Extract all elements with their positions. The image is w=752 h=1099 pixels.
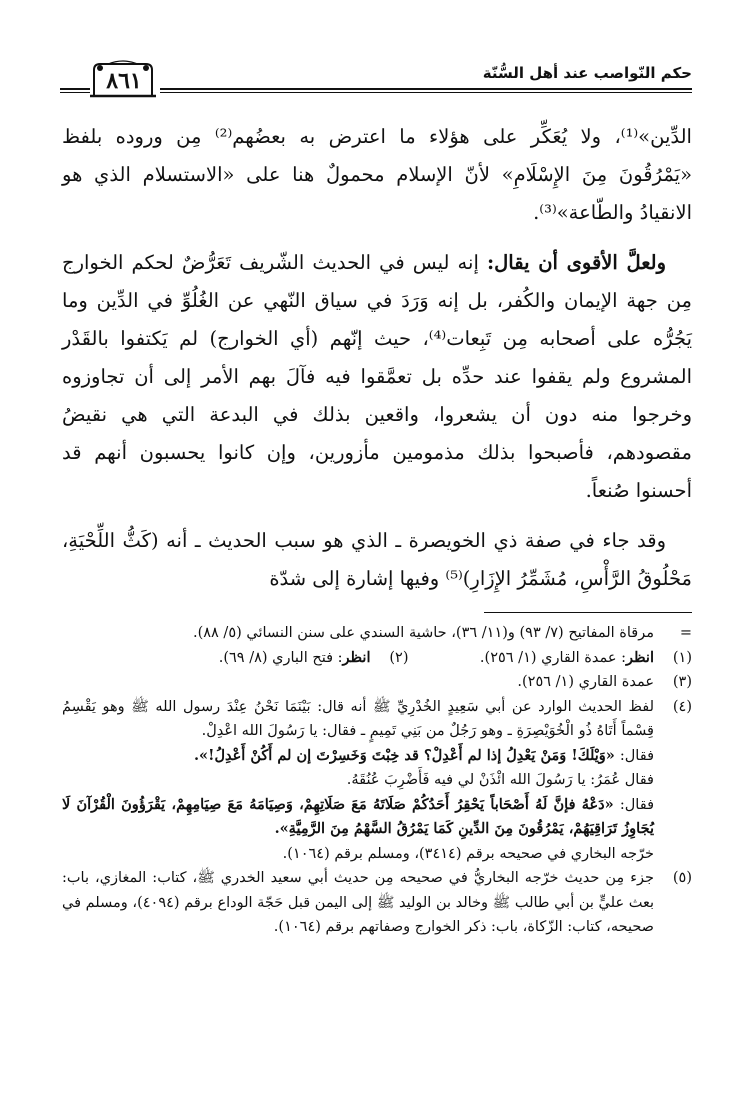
footnote-5 xyxy=(62,866,692,940)
footnote-4-part-b xyxy=(62,744,654,769)
paragraph-2-lead: ولعلَّ الأقوى أن يقال: xyxy=(486,251,667,274)
footnote-1-text: : عمدة القاري (١/ ٢٥٦). xyxy=(479,649,627,666)
footnote-2 xyxy=(125,646,409,671)
footnote-2-text: : فتح الباري (٨/ ٦٩). xyxy=(218,649,343,666)
footnote-4 xyxy=(62,695,692,867)
footnotes xyxy=(62,612,692,940)
footnote-4-part-c: فقال عُمَرُ: يا رَسُولَ الله ائْذَنْ لي فيه فَأَضْرِبَ عُنُقَهُ. xyxy=(346,772,654,788)
page-header xyxy=(60,58,692,108)
paragraph-2 xyxy=(62,244,692,510)
footnote-5-text: جزء مِن حديث خرّجه البخاريُّ في صحيحه مِن حديث أبي سعيد الخدري ﷺ، كتاب: المغازي، باب: بعث عليٍّ بن أبي طالب ﷺ وخالد بن الوليد ﷺ إلى اليمن قبل حَجّة الوداع برقم (٤٠٩٤)، ومسلم في صحيحه، كتاب: الزّكاة، باب: ذكر الخوارج وصفاتهم برقم (١٠٦٤). xyxy=(62,870,654,935)
paragraph-3: وقد جاء في صفة ذي الخويصرة ـ الذي هو سبب الحديث ـ أنه (كَثُّ اللِّحْيَةِ، مَحْلُوقُ الرَّأْسِ، مُشَمِّرُ الإِزَارِ)⁽⁵⁾ وفيها إشارة إلى شدّة xyxy=(62,529,692,590)
footnote-4-part-b-lead: فقال: xyxy=(619,747,654,764)
footnote-1 xyxy=(409,646,693,671)
footnote-3-text: عمدة القاري (١/ ٢٥٦). xyxy=(517,674,654,690)
footnote-4-part-b-quote: «وَيْلَكَ! وَمَنْ يَعْدِلُ إذا لم أَعْدِلْ؟ قد خِبْتَ وَخَسِرْتَ إن لم أَكُنْ أَعْدِلُ!». xyxy=(194,746,620,764)
footnote-4-part-e: خرّجه البخاري في صحيحه برقم (٣٤١٤)، ومسلم برقم (١٠٦٤). xyxy=(282,845,654,862)
footnote-separator xyxy=(484,612,692,613)
paragraph-1: الدِّين»⁽¹⁾، ولا يُعَكِّر على هؤلاء ما اعترض به بعضُهم⁽²⁾ مِن وروده بلفظ «يَمْرُقُونَ مِنَ الإِسْلَامِ» لأنّ الإسلام محمولٌ هنا على «الاستسلام الذي هو الانقيادُ والطّاعة»⁽³⁾. xyxy=(62,125,692,224)
footnote-5-number: (٥) xyxy=(672,870,692,886)
footnote-continuation-marker: = xyxy=(679,625,692,641)
footnote-4-part-d xyxy=(62,793,654,842)
footnote-continuation xyxy=(62,621,692,646)
footnote-continuation-text: مرقاة المفاتيح (٧/ ٩٣) و(١١/ ٣٦)، حاشية السندي على سنن النسائي (٥/ ٨٨). xyxy=(192,625,654,641)
footnote-4-part-d-quote: «دَعْهُ فإنَّ لَهُ أَصْحَاباً يَحْقِرُ أَحَدُكُمْ صَلَاتَهُ مَعَ صَلَاتِهِمْ، وَصِيَامَهُ مَعَ صِيَامِهِمْ، يَقْرَؤُونَ الْقُرْآنَ لَا يُجَاوِزُ تَرَاقِيَهُمْ، يَمْرُقُونَ مِنَ الدِّينِ كَمَا يَمْرُقُ السَّهْمُ مِنَ الرَّمِيَّةِ». xyxy=(62,795,654,837)
page-number-frame xyxy=(88,60,158,100)
header-rule xyxy=(160,88,692,93)
main-text xyxy=(62,118,692,598)
footnote-4-part-a: لفظ الحديث الوارد عن أبي سَعِيدٍ الخُدْرِيِّ ﷺ أنه قال: بَيْنَمَا نَحْنُ عِنْدَ رسول الله ﷺ وهو يَقْسِمُ قِسْماً أَتَاهُ ذُو الْخُوَيْصِرَةِ ـ وهو رَجُلٌ من بَنِي تَمِيمٍ ـ فقال: يا رَسُولَ الله اعْدِلْ. xyxy=(62,698,654,739)
footnote-4-part-d-lead: فقال: xyxy=(619,796,654,813)
footnote-4-number: (٤) xyxy=(672,698,692,715)
header-rule-left xyxy=(60,88,90,93)
footnote-row-1-2 xyxy=(62,646,692,671)
page-number: ٨٦١ xyxy=(106,68,142,94)
footnote-1-number: (١) xyxy=(672,649,692,666)
paragraph-2-text: إنه ليس في الحديث الشّريف تَعَرُّضٌ لحكم الخوارج مِن جهة الإيمان والكُفر، بل إنه وَرَدَ في سياق النّهي عن الغُلُوِّ في الدِّين وما يَجُرُّه على أصحابه مِن تَبِعات⁽⁴⁾، حيث إنّهم (أي الخوارج) لم يَكتفوا بالقَدْر المشروع ولم يقفوا عند حدِّه بل تعمَّقوا فيه فآلَ بهم الأمر إلى أن تجاوزوه وخرجوا منه دون أن يشعروا، واقعين بذلك في البدعة التي هي نقيضُ مقصودهم، فأصبحوا بذلك مذمومين مأزورين، وإن كانوا يحسبون أنهم قد أحسنوا صُنعاً. xyxy=(62,251,692,502)
footnote-3 xyxy=(62,670,692,695)
footnote-3-number: (٣) xyxy=(672,674,692,690)
footnote-2-number: (٢) xyxy=(389,649,409,666)
footnote-1-lead: انظر xyxy=(626,648,654,666)
footnote-2-lead: انظر xyxy=(342,648,371,666)
running-title: حكم النّواصب عند أهل السُّنّة xyxy=(482,64,692,82)
